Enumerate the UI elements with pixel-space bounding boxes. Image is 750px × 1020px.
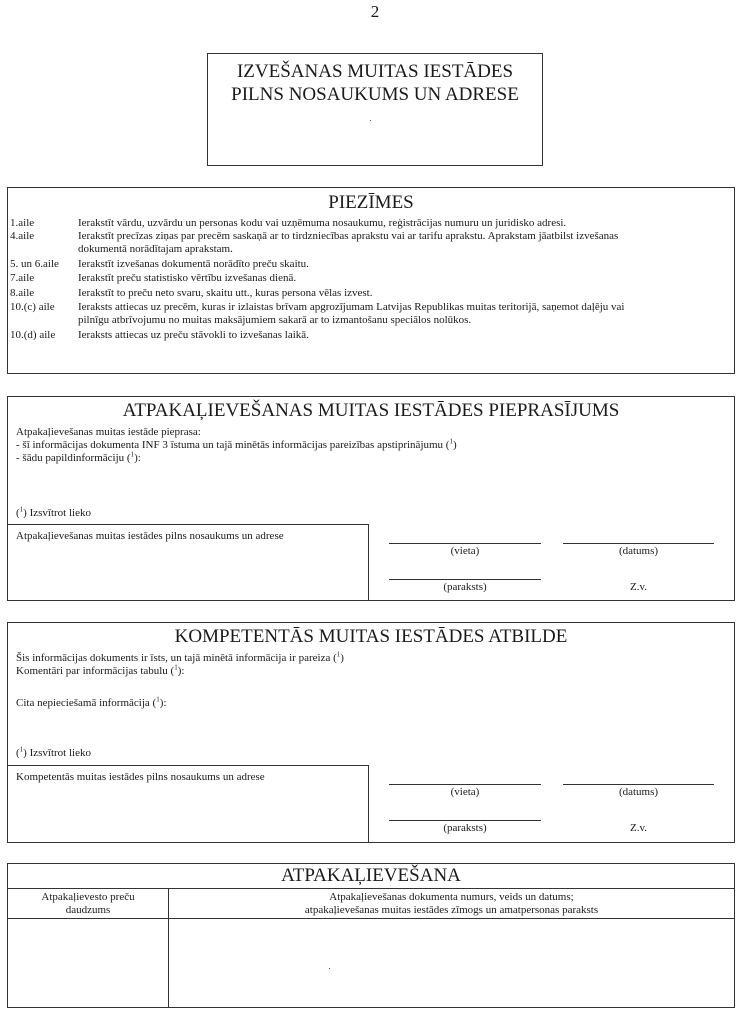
footnote-mark: 1 <box>19 745 24 754</box>
header-line: daudzums <box>65 903 111 916</box>
competent-office-name-field[interactable] <box>7 765 369 843</box>
note-label: 1.aile <box>10 217 35 229</box>
footnote-mark: 1 <box>174 663 178 672</box>
note-label: 8.aile <box>10 287 35 299</box>
note-label: 10.(c) aile <box>10 301 55 313</box>
footnote-mark: 1 <box>19 505 24 514</box>
footnote: ($^1$) Izsvītrot lieko <box>16 745 91 759</box>
place-line[interactable] <box>389 543 541 544</box>
page-number: 2 <box>370 2 380 21</box>
reply-text: Cita nepieciešamā informācija ( <box>16 697 157 709</box>
note-text: Ierakstīt to preču neto svaru, skaitu utt., kuras persona vēlas izvest. <box>78 287 373 299</box>
footnote-mark: 1 <box>130 450 135 459</box>
export-office-title-line1: IZVEŠANAS MUITAS IESTĀDES <box>236 61 514 82</box>
note-text: Ierakstīt preču statistisko vērtību izvešanas dienā. <box>78 272 297 284</box>
option-text: - šī informācijas dokumenta INF 3 īstuma un tajā minētās informācijas pareizības apstiprinājumu ( <box>16 439 450 451</box>
note-label: 5. un 6.aile <box>10 258 59 270</box>
reply-authentic-statement[interactable]: Šis informācijas dokuments ir īsts, un tajā minētā informācija ir pareiza ($^1$) <box>16 650 344 664</box>
reply-other-info[interactable]: Cita nepieciešamā informācija ($^1$): <box>16 695 167 709</box>
reimport-table <box>7 863 735 1008</box>
signature-line[interactable] <box>389 820 541 821</box>
note-text: Ieraksts attiecas uz preču stāvokli to izvešanas laikā. <box>78 329 309 341</box>
quantity-cell[interactable] <box>8 919 169 1008</box>
document-cell[interactable] <box>169 919 735 1008</box>
request-intro: Atpakaļievešanas muitas iestāde pieprasa: <box>16 426 201 438</box>
reimport-request-title: ATPAKAĻIEVEŠANAS MUITAS IESTĀDES PIEPRASĪJUMS <box>122 400 620 421</box>
stamp-label: Z.v. <box>629 581 647 593</box>
note-text: Ierakstīt vārdu, uzvārdu un personas kodu vai uzņēmuma nosaukumu, reģistrācijas numuru un juridisko adresi. <box>78 217 567 229</box>
note-text: pilnīgu atbrīvojumu no muitas maksājumiem sakarā ar to izmantošanu speciālos nolūkos. <box>78 314 472 326</box>
header-line: Atpakaļievešanas dokumenta numurs, veids un datums; <box>329 890 574 903</box>
option-text: - šādu papildinformāciju ( <box>16 452 131 464</box>
header-line: Atpakaļievesto preču <box>41 890 135 903</box>
export-office-title-line2: PILNS NOSAUKUMS UN ADRESE <box>231 84 519 105</box>
reimport-title: ATPAKAĻIEVEŠANA <box>8 864 735 889</box>
note-text: Ieraksts attiecas uz precēm, kuras ir izlaistas brīvam apgrozījumam Latvijas Republikas muitas teritorijā, saņemot daļēju vai <box>78 301 625 313</box>
footnote: ($^1$) Izsvītrot lieko <box>16 505 91 519</box>
signature-label: (paraksts) <box>443 581 487 593</box>
scan-speck <box>329 968 330 969</box>
request-option-authenticity[interactable]: - šī informācijas dokumenta INF 3 īstuma un tajā minētās informācijas pareizības apstiprinājumu ($^1$) <box>16 437 457 451</box>
place-label: (vieta) <box>450 786 480 798</box>
competent-reply-title: KOMPETENTĀS MUITAS IESTĀDES ATBILDE <box>174 626 568 647</box>
date-line[interactable] <box>563 784 714 785</box>
notes-title: PIEZĪMES <box>328 192 414 213</box>
note-text: Ierakstīt izvešanas dokumentā norādīto preču skaitu. <box>78 258 309 270</box>
office-field-label: Atpakaļievešanas muitas iestādes pilns nosaukums un adrese <box>16 530 284 542</box>
place-line[interactable] <box>389 784 541 785</box>
footnote-mark: 1 <box>449 437 453 446</box>
reimport-request-section <box>7 396 735 601</box>
note-text: Ierakstīt precīzas ziņas par precēm saskaņā ar to tirdzniecības aprakstu vai ar tarifu aprakstu. Aprakstam jāatbilst izvešanas <box>78 230 619 242</box>
col-header-quantity <box>8 889 169 919</box>
date-label: (datums) <box>618 786 659 798</box>
header-line: atpakaļievešanas muitas iestādes zīmogs un amatpersonas paraksts <box>304 903 599 916</box>
note-label: 10.(d) aile <box>10 329 56 341</box>
reimport-office-name-field[interactable] <box>7 524 369 601</box>
reply-text: Komentāri par informācijas tabulu ( <box>16 665 175 677</box>
date-line[interactable] <box>563 543 714 544</box>
note-label: 4.aile <box>10 230 35 242</box>
place-label: (vieta) <box>450 545 480 557</box>
footnote-text: ) Izsvītrot lieko <box>23 507 91 519</box>
col-header-document <box>169 889 735 919</box>
footnote-mark: 1 <box>336 650 341 659</box>
note-text: dokumentā norādītajam aprakstam. <box>78 243 233 255</box>
stamp-label: Z.v. <box>629 822 647 834</box>
reply-text: Šis informācijas dokuments ir īsts, un tajā minētā informācija ir pareiza ( <box>16 652 337 664</box>
office-field-label: Kompetentās muitas iestādes pilns nosaukums un adrese <box>16 771 265 783</box>
footnote-mark: 1 <box>156 695 160 704</box>
request-option-additional-info[interactable]: - šādu papildinformāciju ($^1$): <box>16 450 141 464</box>
footnote-text: ) Izsvītrot lieko <box>23 747 91 759</box>
competent-reply-section <box>7 622 735 843</box>
signature-label: (paraksts) <box>443 822 487 834</box>
scan-speck <box>370 120 371 121</box>
note-label: 7.aile <box>10 272 35 284</box>
signature-line[interactable] <box>389 579 541 580</box>
reply-comments[interactable]: Komentāri par informācijas tabulu ($^1$): <box>16 663 185 677</box>
export-office-box[interactable] <box>207 53 543 166</box>
date-label: (datums) <box>618 545 659 557</box>
notes-section <box>7 187 735 374</box>
